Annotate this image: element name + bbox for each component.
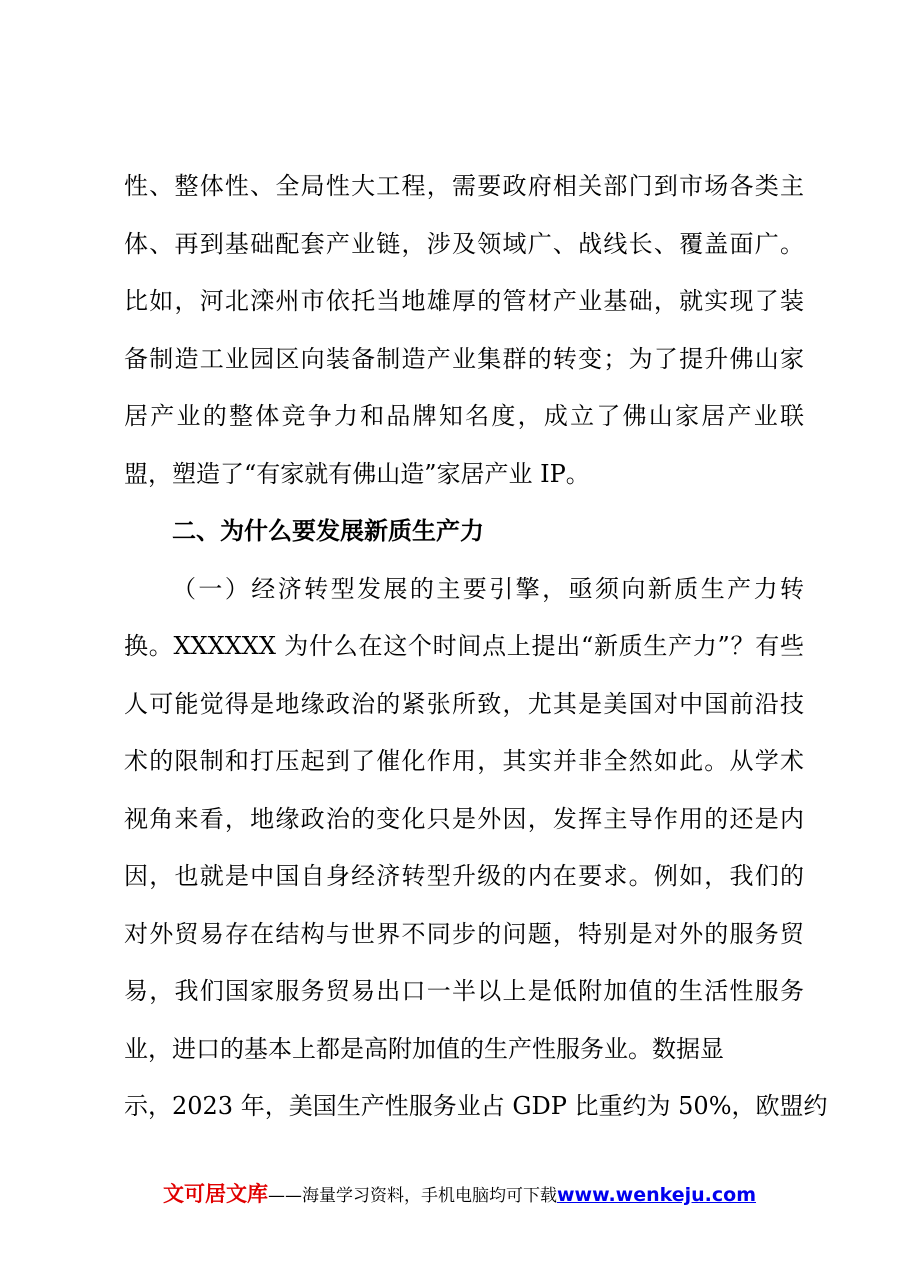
paragraph-line: 易，我们国家服务贸易出口一半以上是低附加值的生活性服务 — [124, 977, 804, 1005]
paragraph-line: 因，也就是中国自身经济转型升级的内在要求。例如，我们的 — [124, 862, 804, 890]
footer-tagline: ——海量学习资料，手机电脑均可下载 — [268, 1186, 557, 1206]
footer-brand: 文可居文库 — [163, 1182, 268, 1206]
paragraph-line: 示，2023 年，美国生产性服务业占 GDP 比重约为 50%，欧盟约 — [124, 1092, 828, 1120]
paragraph-line: 比如，河北滦州市依托当地雄厚的管材产业基础，就实现了装 — [124, 287, 804, 315]
paragraph-line: （一）经济转型发展的主要引擎，亟须向新质生产力转 — [172, 575, 804, 603]
paragraph-line: 居产业的整体竞争力和品牌知名度，成立了佛山家居产业联 — [124, 402, 804, 430]
paragraph-line: 换。XXXXXX 为什么在这个时间点上提出“新质生产力”？有些 — [124, 632, 804, 660]
paragraph-line: 性、整体性、全局性大工程，需要政府相关部门到市场各类主 — [124, 172, 804, 200]
paragraph-line: 人可能觉得是地缘政治的紧张所致，尤其是美国对中国前沿技 — [124, 690, 804, 718]
paragraph-line: 视角来看，地缘政治的变化只是外因，发挥主导作用的还是内 — [124, 805, 804, 833]
paragraph-line: 备制造工业园区向装备制造产业集群的转变；为了提升佛山家 — [124, 345, 804, 373]
paragraph-line: 体、再到基础配套产业链，涉及领域广、战线长、覆盖面广。 — [124, 230, 804, 258]
paragraph-line: 业，进口的基本上都是高附加值的生产性服务业。数据显 — [124, 1035, 724, 1063]
paragraph-line: 术的限制和打压起到了催化作用，其实并非全然如此。从学术 — [124, 747, 804, 775]
section-heading: 二、为什么要发展新质生产力 — [172, 516, 484, 545]
paragraph-line: 盟，塑造了“有家就有佛山造”家居产业 IP。 — [124, 460, 590, 488]
footer-banner — [163, 1181, 756, 1209]
paragraph-line: 对外贸易存在结构与世界不同步的问题，特别是对外的服务贸 — [124, 920, 804, 948]
footer-url-link[interactable]: www.wenkeju.com — [557, 1184, 757, 1206]
